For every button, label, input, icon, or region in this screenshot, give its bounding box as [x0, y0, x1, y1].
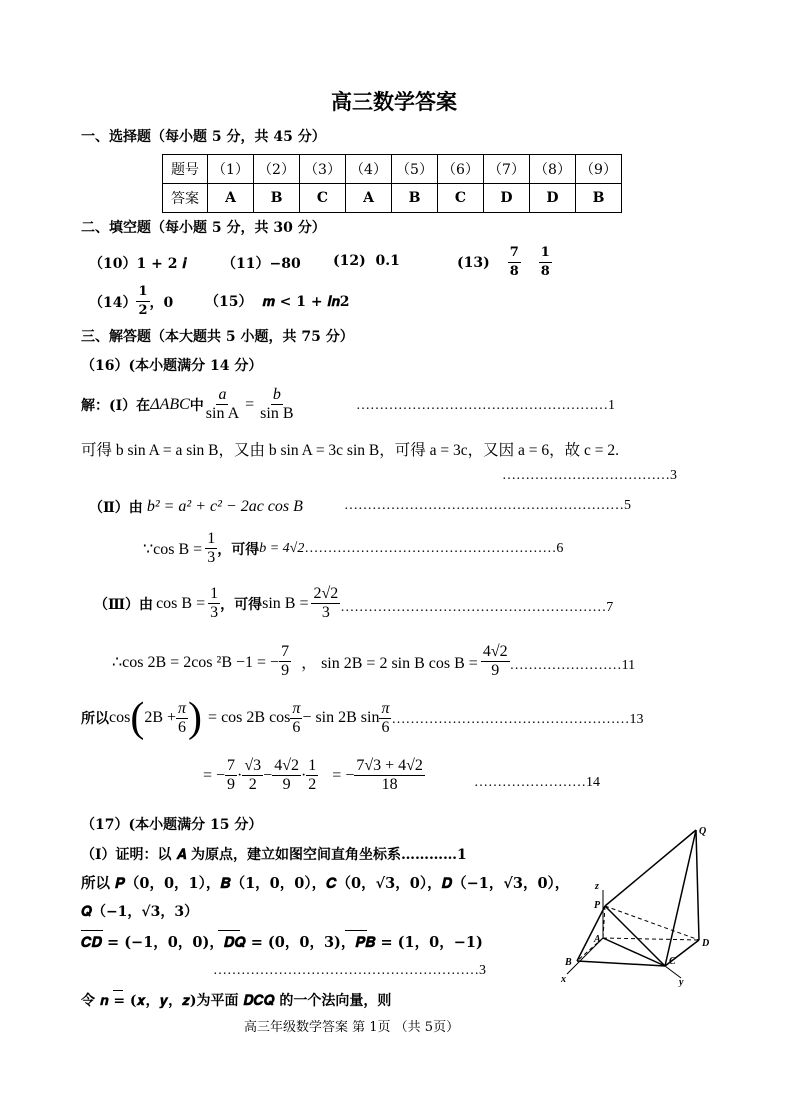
question-number-cell: （8）: [530, 155, 576, 184]
frac-num: 7: [227, 757, 236, 774]
q16-l8-rhs1: = cos 2B cos: [208, 709, 291, 726]
q17-line2: 所以 𝑷（0，0，1），𝑩（1，0，0），𝑪（0，√3，0），𝑫（−1，√3，0），: [81, 875, 570, 892]
q16-l1-mid: 中: [189, 397, 204, 414]
question-number-cell: （4）: [346, 155, 392, 184]
edge-pd-dashed: [605, 906, 699, 940]
frac-den: 2: [308, 776, 317, 793]
q16-l9-dots: ……………………14: [474, 775, 600, 790]
vector-bar-cd: [81, 930, 103, 931]
frac-den: 9: [227, 776, 236, 793]
q13-b-den: 8: [540, 264, 550, 279]
frac-num: 4√2: [482, 643, 508, 660]
frac-num: 1: [207, 530, 216, 547]
question-number-cell: （3）: [300, 155, 346, 184]
q12: [333, 253, 400, 269]
answer-cell: C: [300, 184, 346, 213]
q11: [222, 253, 301, 273]
q16-l7-frac1: [279, 643, 291, 680]
q15-answer: 𝒎 < 1 + 𝒍𝒏2: [262, 294, 350, 310]
q16-l9-frac4: [306, 757, 318, 794]
frac-num: 7: [281, 643, 290, 660]
label-y: y: [679, 977, 684, 987]
frac-den: 9: [491, 662, 500, 679]
frac-den: 6: [178, 718, 187, 736]
frac-num: b: [272, 386, 281, 403]
vector-bar-dq: [218, 930, 240, 931]
answer-cell: D: [484, 184, 530, 213]
q16-l7-frac2: [481, 643, 510, 680]
q13-b-num: 1: [539, 244, 552, 263]
frac-den: sin A: [205, 405, 240, 422]
q14: [89, 283, 173, 320]
frac-num: 4√2: [274, 757, 299, 774]
frac-den: 9: [281, 662, 290, 679]
q16-l9-frac2: [242, 757, 263, 794]
q16-l9-eq: = −: [203, 766, 226, 784]
q14-label: （14）: [89, 294, 137, 311]
q17-line1: （Ⅰ）证明：以 𝑨 为原点，建立如图空间直角坐标系…………1: [81, 847, 467, 863]
q16-l6-frac2: [311, 585, 340, 622]
q16-line9: [203, 757, 425, 794]
q16-l8-rhs2: − sin 2B sin: [302, 709, 380, 726]
q16-l1-prefix: 解：(Ⅰ）在: [81, 397, 151, 414]
q16-l9-frac3: [272, 757, 301, 794]
section2-heading: 二、填空题（每小题 5 分，共 30 分）: [81, 220, 326, 236]
q16-l9-minus: −: [263, 766, 273, 784]
coordinate-figure: [555, 822, 715, 987]
frac-num: √3: [244, 757, 262, 774]
row-header-number: 题号: [163, 155, 208, 184]
table-row: [163, 155, 622, 184]
question-number-cell: （5）: [392, 155, 438, 184]
q13-a-den: 8: [509, 264, 519, 279]
q11-label: （11）: [222, 256, 270, 272]
label-d: D: [702, 938, 710, 949]
q16-line7: [112, 643, 635, 680]
answer-cell: A: [346, 184, 392, 213]
frac-den: 2: [248, 776, 257, 793]
q13-fraction-b: [539, 244, 552, 281]
q12-answer: 0.1: [375, 253, 400, 269]
answer-cell: D: [530, 184, 576, 213]
q17-l5-dots: …………………………………………………3: [213, 963, 486, 978]
q16-l5-expr: b = 4√2: [259, 540, 305, 556]
frac-num: 1: [210, 585, 219, 602]
frac-den: 3: [321, 604, 330, 621]
q17-line3: 𝑸（−1，√3，3）: [81, 904, 199, 920]
label-a: A: [594, 934, 601, 945]
q13-fraction-a: [508, 244, 521, 281]
q16-l9-frac1: [225, 757, 237, 794]
frac-den: 3: [210, 604, 219, 621]
q16-l1-triangle: ΔABC: [150, 395, 190, 413]
q11-answer: −80: [269, 256, 301, 272]
label-c: C: [669, 956, 676, 967]
label-p: P: [594, 900, 601, 911]
edge-bc: [577, 961, 665, 966]
q17-heading: （17）(本小题满分 15 分）: [81, 817, 263, 833]
frac-den: 18: [381, 776, 398, 793]
q16-l8-lparen: (: [130, 695, 145, 741]
q16-l1-frac1: [204, 386, 241, 423]
q16-l4-prefix: （Ⅱ）由: [89, 500, 143, 516]
label-x: x: [561, 974, 566, 985]
frac-den: sin B: [260, 405, 294, 422]
q16-l9-frac5: [354, 757, 425, 794]
q16-l6-frac1: [208, 585, 220, 622]
q15-label: （15）: [205, 294, 253, 310]
q12-label: (12): [333, 253, 366, 269]
question-number-cell: （1）: [208, 155, 254, 184]
answer-cell: B: [392, 184, 438, 213]
q16-l8-rparen: ): [188, 695, 203, 741]
q16-l6-dots: …………………………………………………7: [340, 599, 614, 615]
frac-den: 6: [292, 718, 301, 736]
answer-cell: C: [438, 184, 484, 213]
q17-line6: 令 𝒏 = (𝒙，𝒚，𝒛)为平面 𝑫𝑪𝑸 的一个法向量，则: [81, 993, 392, 1009]
q16-l8-pi-frac3: [379, 700, 391, 737]
page-footer: 高三年级数学答案 第 1页 （共 5页）: [244, 1020, 460, 1035]
answer-table: [162, 154, 622, 213]
q16-line1: [81, 386, 296, 423]
frac-num: a: [218, 386, 227, 403]
q10: [89, 253, 186, 273]
q17-line4: [81, 931, 483, 952]
q16-l1-frac2: [258, 386, 295, 423]
q13: [457, 244, 552, 281]
dot: ·: [300, 766, 307, 784]
q16-l1-eq: =: [245, 395, 255, 413]
q16-line5: [143, 530, 563, 567]
q14-num: 1: [136, 283, 149, 302]
q16-l8-inner: 2B +: [144, 709, 177, 726]
question-number-cell: （6）: [438, 155, 484, 184]
q16-l8-dots: ……………………………………………13: [391, 712, 644, 727]
q16-l6-expr2: sin B =: [262, 594, 309, 612]
frac-den: 6: [381, 718, 390, 736]
frac-num: π: [292, 699, 301, 717]
q16-l4-dots: ……………………………………………………5: [344, 498, 631, 513]
edge-ad-dashed: [603, 938, 699, 940]
page-title: 高三数学答案: [331, 89, 457, 114]
edge-pb: [577, 906, 605, 961]
q14-rest: ，0: [149, 294, 174, 311]
q16-line6: [94, 585, 613, 622]
q16-line2: 可得 b sin A = a sin B，又由 b sin A = 3c sin B，可得 a = 3c，又因 a = 6，故 c = 2.: [81, 442, 619, 459]
question-number-cell: （9）: [576, 155, 622, 184]
row-header-answer: 答案: [163, 184, 208, 213]
q13-a-num: 7: [508, 244, 521, 263]
q16-l6-mid: ，可得: [220, 596, 263, 613]
frac-num: π: [178, 699, 187, 717]
frac-num: 7√3 + 4√2: [356, 757, 423, 774]
q16-l8-prefix: 所以: [81, 711, 109, 727]
vector-bar-pb: [345, 930, 367, 931]
frac-den: 9: [282, 776, 291, 793]
label-z: z: [595, 881, 599, 892]
q16-l5-prefix: ∵cos B =: [143, 540, 203, 558]
edge-ac: [603, 938, 665, 966]
q16-l7-dots: ……………………11: [509, 657, 636, 673]
q10-answer: 1 + 2 𝒊: [136, 256, 187, 272]
vector-bar-n: [113, 990, 123, 991]
q16-l5-mid: ，可得: [217, 541, 260, 558]
edge-qd: [696, 830, 699, 940]
label-q: Q: [699, 826, 707, 837]
section1-heading: 一、选择题（每小题 5 分，共 45 分）: [81, 129, 326, 145]
answer-cell: B: [254, 184, 300, 213]
edge-qp: [605, 830, 696, 906]
q16-line4: [89, 497, 303, 517]
q16-l3-dots: ………………………………3: [502, 468, 677, 483]
question-number-cell: （7）: [484, 155, 530, 184]
answer-cell: A: [208, 184, 254, 213]
frac-num: 2√2: [313, 585, 339, 602]
table-row: [163, 184, 622, 213]
q14-fraction: [136, 283, 149, 320]
q14-den: 2: [138, 303, 148, 318]
q13-label: (13): [457, 254, 490, 271]
label-b: B: [565, 957, 572, 968]
q16-l8-pi-frac2: [290, 700, 302, 737]
frac-num: 1: [308, 757, 317, 774]
q16-l9-eq2: = −: [332, 766, 355, 784]
q16-l4-expr: b² = a² + c² − 2ac cos B: [146, 498, 303, 515]
section3-heading: 三、解答题（本大题共 5 小题，共 75 分）: [81, 329, 354, 345]
q10-label: （10）: [89, 256, 137, 272]
q16-l5-frac: [205, 530, 217, 567]
frac-num: π: [381, 699, 390, 717]
q16-l6-expr1: cos B =: [156, 594, 206, 612]
dot: ·: [237, 766, 243, 784]
frac-den: 3: [207, 549, 216, 566]
q16-l6-prefix: （Ⅲ）由: [94, 596, 154, 613]
q16-l8-pi-frac: [176, 700, 188, 737]
q16-l8-cos: cos: [109, 709, 131, 726]
q16-l5-dots: ………………………………………………6: [304, 540, 564, 556]
question-number-cell: （2）: [254, 155, 300, 184]
q16-heading: （16）(本小题满分 14 分）: [81, 358, 263, 374]
q16-l7-a: ∴cos 2B = 2cos ²B −1 = −: [112, 653, 280, 671]
edge-pc: [605, 906, 665, 966]
q16-line8: [81, 697, 643, 739]
q17-l4-text: 𝑪𝑫 = (−1，0，0)，𝑫𝑸 = (0，0，3)，𝑷𝑩 = (1，0，−1): [81, 934, 483, 951]
answer-cell: B: [576, 184, 622, 213]
q16-l7-b: ， sin 2B = 2 sin B cos B =: [301, 655, 478, 672]
q15: [205, 291, 350, 311]
q16-l1-dots: ………………………………………………1: [356, 398, 615, 413]
